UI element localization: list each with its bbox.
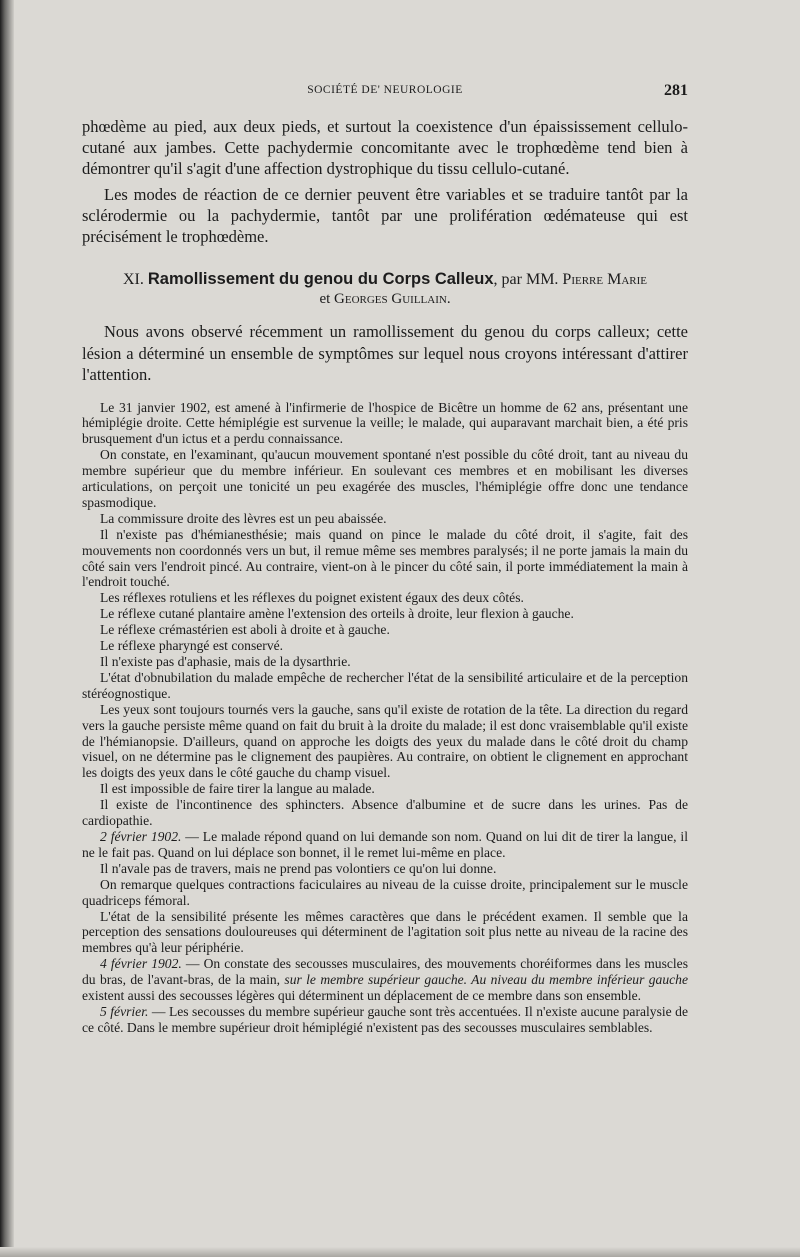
case-paragraph: Le 31 janvier 1902, est amené à l'infirmerie de l'hospice de Bicêtre un homme de 62 ans, présentant une hémiplégie droite. Cette hémiplégie est survenue la veille; le malade, qui auparavant marchait bien, a été pris brusquement d'un ictus et a perdu connaissance. (82, 399, 688, 447)
case-paragraph: Le réflexe pharyngé est conservé. (100, 638, 284, 654)
section-par: , par MM. (493, 271, 559, 288)
page-number: 281 (664, 82, 688, 99)
running-title: SOCIÉTÉ DE' NEUROLOGIE (307, 84, 463, 96)
page-bottom-edge (0, 1247, 800, 1257)
case-paragraph: Il n'avale pas de travers, mais ne prend pas volontiers ce qu'on lui donne. (100, 860, 497, 876)
continued-text (82, 116, 688, 247)
case-paragraph: L'état d'obnubilation du malade empêche de rechercher l'état de la sensibilité articulaire et de la perception stéréognostique. (82, 669, 688, 701)
case-paragraph: Les yeux sont toujours tournés vers la gauche, sans qu'il existe de rotation de la tête. La direction du regard vers la gauche persiste même quand on fait du bruit à la droite du malade; il est donc vraisemblable qu'il existe de l'hémianopsie. D'ailleurs, quand on approche les doigts des yeux du malade dans le côté droit du champ visuel, on ne détermine pas le clignement des paupières. Au contraire, on obtient le clignement en approchant les doigts des yeux dans le côté gauche du champ visuel. (82, 701, 688, 781)
case-paragraph: Le réflexe crémastérien est aboli à droite et à gauche. (100, 622, 390, 638)
case-paragraph: La commissure droite des lèvres est un peu abaissée. (100, 510, 387, 526)
section-title: Ramollissement du genou du Corps Calleux (147, 270, 494, 288)
authors-conjunction: et (319, 291, 331, 307)
case-paragraph: Il n'existe pas d'aphasie, mais de la dysarthrie. (100, 654, 351, 669)
section-heading (82, 269, 688, 290)
entry-italic-text: sur le membre supérieur gauche. Au niveau du membre inférieur gauche (284, 972, 688, 988)
entry-text: — On constate des secousses musculaires, des mouvements choréiformes dans les muscles du bras, de l'avant-bras, de la main, (82, 956, 688, 988)
text-block (82, 116, 688, 1036)
case-paragraph (82, 956, 688, 1004)
entry-text: existent aussi des secousses légères qui déterminent un déplacement de ce membre dans son ensemble. (82, 988, 642, 1004)
section-authors (82, 290, 688, 309)
section-number: XI. (123, 271, 144, 288)
case-paragraph: Les réflexes rotuliens et les réflexes du poignet existent égaux des deux côtés. (100, 590, 524, 606)
entry-date: 2 février 1902. (100, 828, 182, 844)
case-paragraph: Il existe de l'incontinence des sphincters. Absence d'albumine et de sucre dans les urines. Pas de cardiopathie. (82, 797, 688, 829)
paragraph: phœdème au pied, aux deux pieds, et surtout la coexistence d'un épaississement cellulo-cutané aux jambes. Cette pachydermie concomitante avec le trophœdème tend bien à démontrer qu'il s'agit d'une affection dystrophique du tissu cellulo-cutané. (82, 117, 688, 178)
author-name: Georges Guillain (334, 291, 447, 307)
case-paragraph: L'état de la sensibilité présente les mêmes caractères que dans le précédent examen. Il semble que la perception des sensations douloureuses qui déterminent de l'agitation soit plus nette au niveau de la racine des membres qu'à leur périphérie. (82, 908, 688, 956)
authors-end: . (446, 291, 451, 307)
author-name: Pierre Marie (562, 271, 647, 288)
case-paragraph: Il est impossible de faire tirer la langue au malade. (100, 781, 375, 797)
page-binding-edge (0, 0, 14, 1257)
case-paragraph (82, 829, 688, 861)
paragraph: Nous avons observé récemment un ramollissement du genou du corps calleux; cette lésion a déterminé un ensemble de symptômes sur lequel nous croyons intéressant d'attirer l'attention. (82, 322, 688, 384)
entry-date: 5 février. (100, 1003, 149, 1019)
case-report (82, 400, 688, 1036)
intro (82, 321, 688, 386)
entry-text: — Le malade répond quand on lui demande son nom. Quand on lui dit de tirer la langue, il ne le fait pas. Quand on lui déplace son bonnet, il le remet lui-même en place. (82, 828, 688, 860)
case-paragraph (82, 1004, 688, 1036)
case-paragraph: Le réflexe cutané plantaire amène l'extension des orteils à droite, leur flexion à gauche. (100, 606, 574, 622)
paragraph: Les modes de réaction de ce dernier peuvent être variables et se traduire tantôt par la sclérodermie ou la pachydermie, tantôt par une prolifération œdémateuse qui est précisément le trophœdème. (82, 185, 688, 246)
entry-text: — Les secousses du membre supérieur gauche sont très accentuées. Il n'existe aucune paralysie de ce côté. Dans le membre supérieur droit hémiplégié n'existent pas des secousses musculaires semblables. (82, 1003, 688, 1035)
running-header (82, 82, 688, 100)
case-paragraph: Il n'existe pas d'hémianesthésie; mais quand on pince le malade du côté droit, il s'agite, fait des mouvements non coordonnés vers un but, il remue même ses membres paralysés; il ne porte jamais la main du côté sain vers l'endroit pincé. Au contraire, vient-on à le pincer du côté sain, il porte immédiatement la main à l'endroit touché. (82, 526, 688, 590)
case-paragraph: On constate, en l'examinant, qu'aucun mouvement spontané n'est possible du côté droit, tant au niveau du membre supérieur que du membre inférieur. En soulevant ces membres et en mobilisant les diverses articulations, on perçoit une tonicité un peu exagérée des muscles, l'hémiplégie offre donc une tendance spasmodique. (82, 447, 688, 510)
entry-date: 4 février 1902. (100, 956, 182, 972)
case-paragraph: On remarque quelques contractions faciculaires au niveau de la cuisse droite, principalement sur le muscle quadriceps fémoral. (82, 876, 688, 908)
